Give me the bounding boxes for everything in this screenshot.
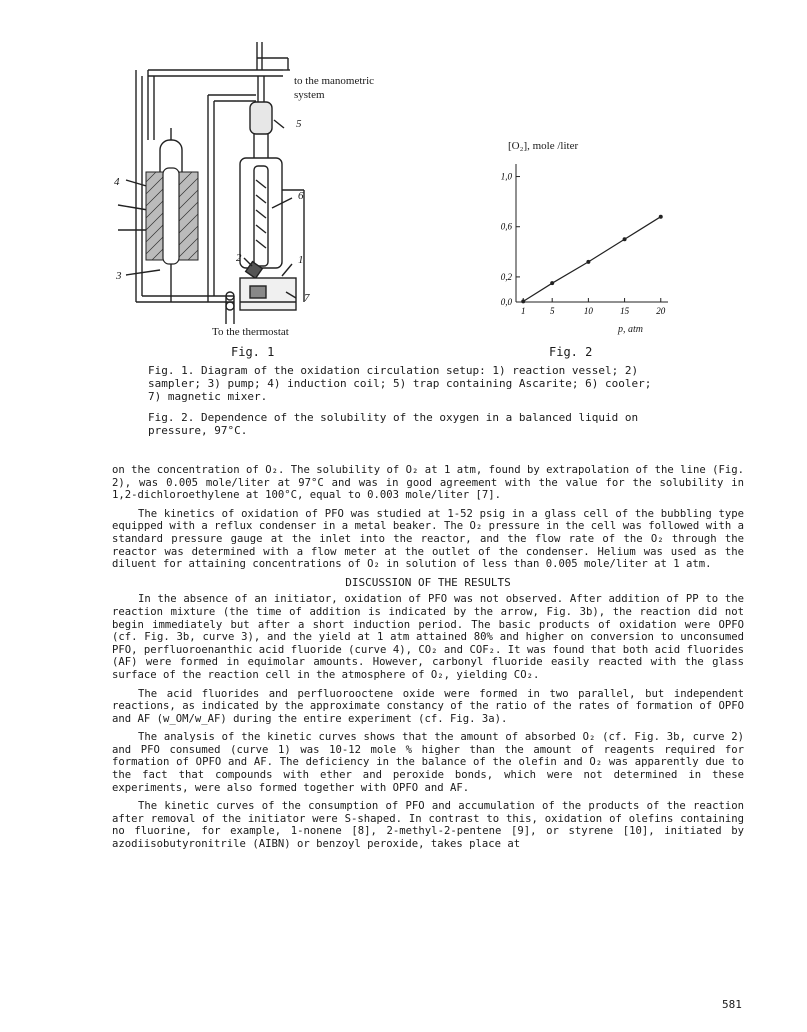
y-tick-label: 0,6: [500, 221, 512, 232]
callout-2: 2: [236, 252, 242, 264]
data-point: [521, 299, 525, 303]
x-tick-label: 20: [656, 306, 666, 316]
series-line: [523, 217, 661, 302]
callout-3: 3: [116, 270, 122, 282]
callout-6: 6: [298, 190, 304, 202]
fig1-label: Fig. 1: [231, 345, 275, 359]
data-point: [659, 215, 663, 219]
data-point: [586, 260, 590, 264]
captions: [148, 364, 668, 443]
callout-7: 7: [304, 292, 310, 304]
section-heading: DISCUSSION OF THE RESULTS: [345, 575, 511, 589]
y-axis-label: [O₂], mole /liter: [508, 140, 579, 152]
label-manometric: to the manometric system: [294, 75, 375, 101]
fig2-caption: Fig. 2. Dependence of the solubility of the oxygen in a balanced liquid on pressure, 97°C.: [148, 411, 639, 437]
callout-5: 5: [296, 118, 302, 130]
x-tick-label: 1: [520, 306, 526, 316]
fig1-caption: Fig. 1. Diagram of the oxidation circulation setup: 1) reaction vessel; 2) sampler; 3) pump; 4) induction coil; 5) trap containing Ascarite; 6) cooler; 7) magnetic mixer.: [148, 364, 652, 403]
label-thermostat: To the thermostat: [212, 326, 289, 338]
paragraph-4: The acid fluorides and perfluorooctene oxide were formed in two parallel, but independent reactions, as indicated by the approximate constancy of the ratio of the rates of formation of OPFO and AF (w_OM/w_AF) during the entire experiment (cf. Fig. 3a).: [112, 687, 744, 725]
callout-1: 1: [298, 254, 304, 266]
paragraph-3: In the absence of an initiator, oxidation of PFO was not observed. After addition of PP to the reaction mixture (the time of addition is indicated by the arrow, Fig. 3b), the reaction did not begin immediately but after a short induction period. The basic products of oxidation were OPFO (cf. Fig. 3b, curve 3), and the yield at 1 atm attained 80% and higher on conversion to unconsumed PFO, perfluoroenanthic acid fluoride (curve 4), CO₂ and COF₂. It was found that both acid fluorides (AF) were formed in equimolar amounts. However, carbonyl fluoride easily reacted with the glass surface of the reaction cell in the atmosphere of O₂, yielding CO₂.: [112, 593, 744, 681]
x-tick-label: 10: [583, 306, 593, 316]
x-tick-label: 15: [620, 306, 630, 316]
paragraph-5: The analysis of the kinetic curves shows that the amount of absorbed O₂ (cf. Fig. 3b, curve 2) and PFO consumed (curve 1) was 10-12 mole % higher than the amount of reagents required for formation of OPFO and AF. The deficiency in the balance of the olefin and O₂ was apparently due to the fact that compounds with ether and peroxide bonds, which were not determined in these experiments, were also formed together with OPFO and AF.: [112, 731, 744, 794]
paragraph-1: on the concentration of O₂. The solubility of O₂ at 1 atm, found by extrapolation of the line (Fig. 2), was 0.005 mole/liter at 97°C and was in good agreement with the value for the solubility in 1,2-dichloroethylene at 100°C, equal to 0.003 mole/liter [7].: [112, 464, 744, 502]
figure-2: [488, 140, 688, 340]
x-axis-label: p, atm: [618, 324, 643, 335]
callout-4: 4: [114, 176, 120, 188]
body-text: [112, 464, 744, 857]
y-tick-label: 1,0: [500, 171, 512, 182]
y-tick-label: 0,0: [500, 297, 512, 307]
paragraph-2: The kinetics of oxidation of PFO was studied at 1-52 psig in a glass cell of the bubbling type equipped with a reflux condenser in a metal beaker. The O₂ pressure in the cell was followed with a standard pressure gauge at the inlet into the reactor, and the flow rate of the O₂ through the reactor was determined with a flow meter at the outlet of the condenser. Helium was used as the diluent for attaining concentrations of O₂ in solution of less than 0.005 mole/liter at 1 atm.: [112, 507, 744, 571]
fig2-label: Fig. 2: [549, 345, 593, 359]
data-point: [623, 237, 627, 241]
page-number: 581: [722, 998, 742, 1011]
x-tick-label: 5: [549, 306, 555, 316]
data-point: [550, 281, 554, 285]
solubility-chart: [488, 140, 688, 340]
y-tick-label: 0,2: [500, 271, 512, 282]
figure-1: [108, 40, 408, 340]
paragraph-6: The kinetic curves of the consumption of PFO and accumulation of the products of the reaction after removal of the initiator were S-shaped. In contrast to this, oxidation of olefins containing no fluorine, for example, 1-nonene [8], 2-methyl-2-pentene [9], or styrene [10], initiated by azodiisobutyronitrile (AIBN) or benzoyl peroxide, takes place at: [112, 800, 744, 851]
